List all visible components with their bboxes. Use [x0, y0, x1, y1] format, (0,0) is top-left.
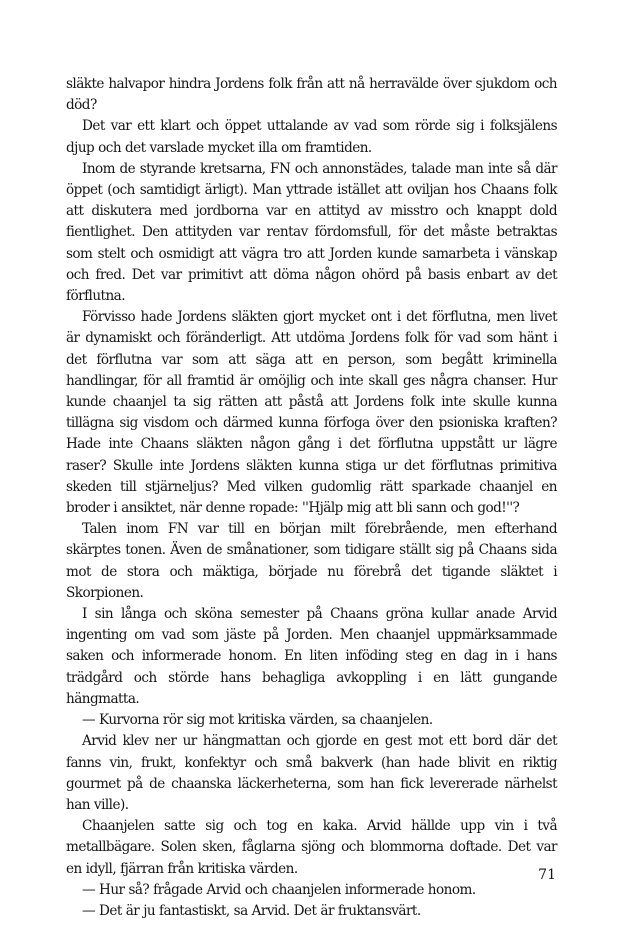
paragraph: Det var ett klart och öppet uttalande av vad som rörde sig i folksjälens djup och det varslade mycket illa om framtiden. — [66, 118, 557, 156]
paragraph: I sin långa och sköna semester på Chaans gröna kullar anade Arvid ingenting om vad som jäste på Jorden. Men chaanjel uppmärksammade saken och informerade honom. En liten inföding steg en dag in i hans trädgård och störde hans behagliga avkoppling i en lätt gungande hängmatta. — [66, 606, 557, 707]
paragraph: Inom de styrande kretsarna, FN och annonstädes, talade man inte så där öppet (och samtidigt ärligt). Man yttrade istället att oviljan hos Chaans folk att diskutera med jordborna var en attityd av misstro och knappt dold fientlighet. Den attityden var rentav fördomsfull, för det måste betraktas som stelt och osmidigt att vägra tro att Jorden kunde samarbeta i vänskap och fred. Det var primitivt att döma någon ohörd på basis enbart av det förflutna. — [66, 160, 557, 305]
paragraph: Chaanjelen satte sig och tog en kaka. Arvid hällde upp vin i två metallbägare. Solen sken, fåglarna sjöng och blommorna doftade. Det var en idyll, fjärran från kritiska värden. — [66, 818, 557, 877]
paragraph: Förvisso hade Jordens släkten gjort mycket ont i det förflutna, men livet är dynamiskt och föränderligt. Att utdöma Jordens folk för vad som hänt i det förflutna var som att säga att en person, som begått kriminella handlingar, för all framtid är omöjlig och inte skall ges några chanser. Hur kunde chaanjel ta sig rätten att påstå att Jordens folk inte skulle kunna tillägna sig visdom och därmed kunna förfoga över den psioniska kraften? Hade inte Chaans släkten någon gång i det förflutna uppstått ur lägre raser? Skulle inte Jordens släkten kunna stiga ur det förflutnas primitiva skeden till stjärneljus? Med vilken gudomlig rätt sparkade chaanjel en broder i ansiktet, när denne ropade: ''Hjälp mig att bli sann och god!''? — [66, 309, 557, 517]
dialogue-line: — Kurvorna rör sig mot kritiska värden, sa chaanjelen. — [82, 712, 433, 729]
paragraph: Talen inom FN var till en början milt förebrående, men efterhand skärptes tonen. Även de smånationer, som tidigare ställt sig på Chaans sida mot de stora och mäktiga, började nu förebrå det tigande släktet i Skorpionen. — [66, 521, 557, 601]
paragraph: Arvid klev ner ur hängmattan och gjorde en gest mot ett bord där det fanns vin, frukt, konfektyr och små bakverk (han hade blivit en riktig gourmet på de chaanska läckerheterna, som han fick levererade närhelst han ville). — [66, 733, 557, 813]
dialogue-line: — Det är ju fantastiskt, sa Arvid. Det är fruktansvärt. — [82, 902, 421, 919]
page-number: 71 — [538, 867, 556, 883]
dialogue-line: — Hur så? frågade Arvid och chaanjelen informerade honom. — [82, 881, 476, 898]
paragraph: släkte halvapor hindra Jordens folk från att nå herravälde över sjukdom och död? — [66, 76, 557, 114]
page-body — [66, 74, 557, 922]
